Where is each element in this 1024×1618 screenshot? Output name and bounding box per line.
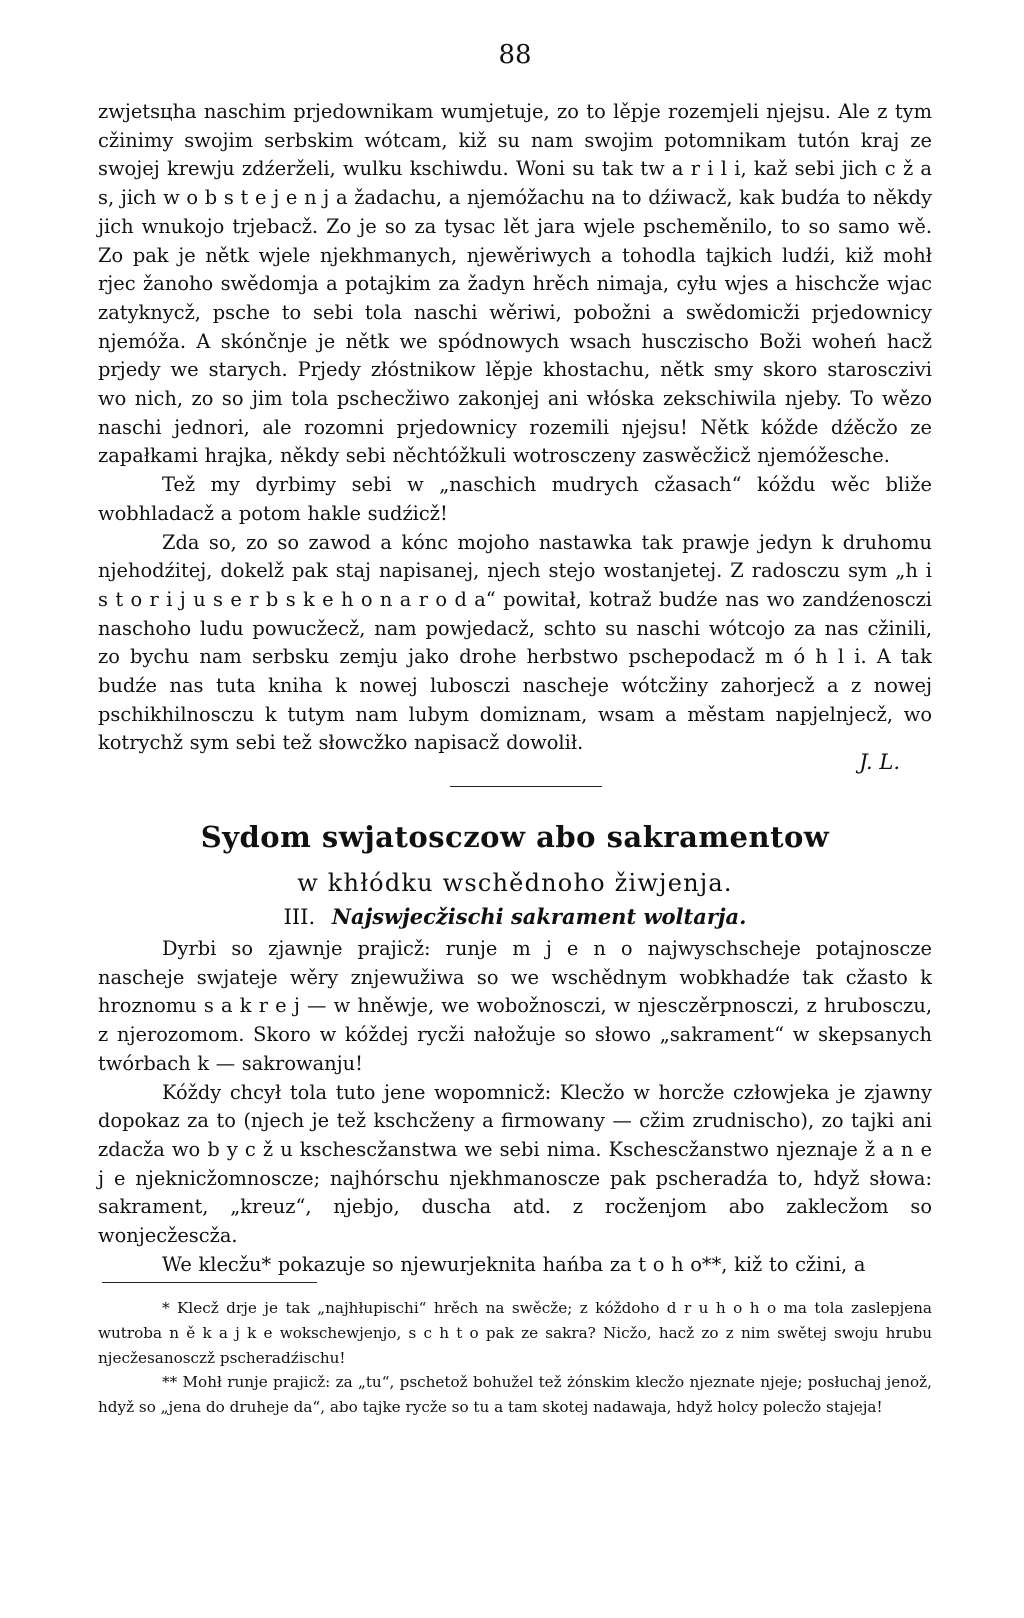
footnote-divider (102, 1282, 317, 1283)
book-page (98, 0, 932, 1618)
section-number: III. (283, 905, 316, 929)
footnotes (98, 1296, 932, 1420)
article-subtitle: w khłódku wschědnoho žiwjenja. (297, 869, 733, 897)
footnote-1: * Klecž drje je tak „najhłupischi“ hrěch na swěcže; z kóždoho d r u h o h o ma tola zaslepjena wutroba n ě k a j k e wokschewjenjo, s c h t o pak ze sakra? Nicžo, hacž zo z nim swětej swoju hrubu njecžesanosczž pscheradźischu! (98, 1299, 932, 1367)
article-paragraph-1: Dyrbi so zjawnje prajicž: runje m j e n o najwyschscheje potajnosczе naschеje swjateje wěry znjewužiwa so we wschědnym wobkhadźe tak cžasto k hroznomu s a k r e j — w hněwje, we wobožnosczi, w njesczěrpnosczi, z hrubosczu, z njerozomom. Skoro w kóždej rycži nałožuje so słowo „sakrament“ w skepsanych twórbach k — sakrowanju! (98, 937, 932, 1075)
article-paragraph-3: We klecžu* pokazuje so njewurjeknita hańba za t o h o**, kiž to cžini, a (162, 1252, 866, 1276)
intro-text (98, 98, 932, 758)
section-heading (98, 904, 932, 929)
article-text (98, 935, 932, 1279)
section-title: Najswjecžischi sakrament woltarja. (331, 904, 747, 929)
author-signature: J. L. (859, 750, 900, 774)
article-title: Sydom swjatosczow abo sakramentow (200, 820, 830, 854)
footnote-2: ** Mohł runje prajicž: za „tu“, pschetož bohužel tež żónskim klecžo njeznate njeje; posłuchaj jenož, hdyž so „jena do druheje da“, abo tajke rycže so tu a tam skotej nadawaja, hdyž holcy polecžo stajeja! (98, 1373, 932, 1417)
article-paragraph-2: Kóždy chcył tola tuto jene wopomnicž: Klecžo w horcže człowjeka je zjawny dopokaz za to (njech je tež kschcženy a firmowany — cžim zrudnischo), zo tajki ani zdacža wo b y c ž u kschescžanstwa we sebi nima. Kschescžanstwo njeznaje ž a n e j e njeknicžomnosczе; najhórschu njekhmanosczе pak pscheradźa to, hdyž słowa: sakrament, „kreuz“, njebjo, duscha atd. z rocženjom abo zaklecžom so wonjecžescža. (98, 1080, 932, 1248)
intro-paragraph-1: zwjetsцha naschim prjedownikam wumjetuje, zo to lěpje rozemjeli njejsu. Ale z tym cžinimy swojim serbskim wótcam, kiž su nam swojim potomnikam tutón kraj ze swojej krewju zdźerželi, wulku kschiwdu. Woni su tak tw a r i l i, kaž sebi jich c ž a s, jich w o b s t e j e n j a žadachu, a njemóžachu na to dźiwacž, kak budźa to někdy jich wnukojo trjebacž. Zo je so za tysac lět jara wjele pscheměnilo, to so samo wě. Zo pak je nětk wjele njekhmanych, njewěriwych a tohodla tajkich ludźi, kiž mohł rjec žanoho swědomja a potajkim za žadyn hrěch nimaja, cyłu wjes a hischcže wjac zatyknycž, psche to sebi tola naschi wěriwi, pobožni a swědomicži prjedownicy njemóža. A skónčnje je nětk we spódnowych wsach husczischo Boži woheń hacž prjedy we starych. Prjedy złóstnikow lěpje khostachu, nětk smy skoro starosczivi wo nich, zo so jim tola pschecžiwo zakonjej ani włóska zekschiwila njeby. To wězo naschi jednori, ale rozomni prjedownicy rozemili njejsu! Nětk kóždе dźěcžo ze zapałkami hrajka, někdy sebi něchtóžkuli wotrosczeny zaswěcžicž njemóžesche. (98, 100, 932, 468)
intro-paragraph-3: Zda so, zo so zawod a kónc mojoho nastawka tak prawje jedyn k druhomu njehodźitej, dokelž pak staj napisanej, njech stejo wostanjetej. Z radosczu sym „h i s t o r i j u s e r b s k e h o n a r o d a“ powitał, kotraž budźe nas wo zandźenosczi naschoho ludu powucžecž, nam powjedacž, schto su naschi wótcojo za nas cžinili, zo bychu nam serbsku zemju jako drohe herbstwo pschepodacž m ó h l i. A tak budźe nas tuta kniha k nowej lubosczi naschеje wótcžiny zahorjecž a z nowej pschikhilnosczu k tutym nam lubym domiznam, wsam a městam napjelnjecž, wo kotrychž sym sebi tež słowcžko napisacž dowolił. (98, 530, 932, 755)
page-number: 88 (498, 40, 532, 70)
section-divider (450, 786, 602, 787)
intro-paragraph-2: Tež my dyrbimy sebi w „naschich mudrych cžasach“ kóždu wěc bliže wobhladacž a potom hakle sudźicž! (98, 473, 932, 525)
